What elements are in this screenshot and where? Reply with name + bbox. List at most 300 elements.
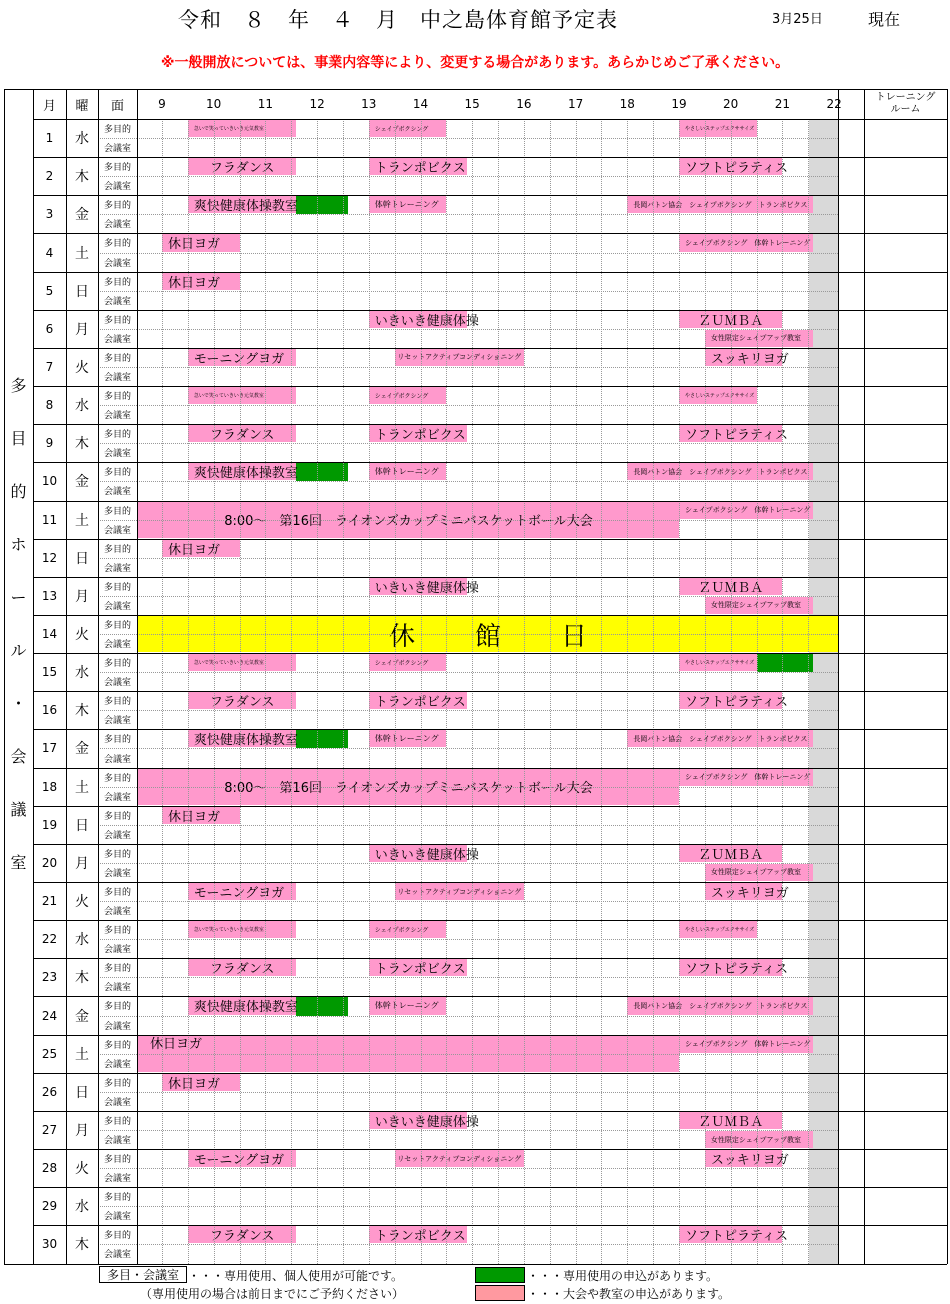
column-line xyxy=(838,89,839,1264)
event-label: モーニングヨガ xyxy=(193,351,285,367)
room-label: 多目的 xyxy=(103,315,131,326)
half-row-line xyxy=(98,1016,137,1017)
half-row-line xyxy=(137,1168,838,1169)
day-number: 9 xyxy=(45,436,54,451)
half-row-line xyxy=(137,558,838,559)
room-label: 会議室 xyxy=(103,1136,131,1146)
room-label: 多目的 xyxy=(103,735,131,746)
room-label: 会議室 xyxy=(103,907,131,918)
legend-line1: ・・・専用使用、個人使用が可能です。 xyxy=(188,1268,404,1283)
event-label: 爽快健康体操教室 xyxy=(193,733,298,749)
side-label-char: 室 xyxy=(10,852,27,872)
day-number: 22 xyxy=(41,932,58,947)
row-line xyxy=(33,1187,947,1188)
half-row-line xyxy=(137,1016,838,1017)
weekday: 火 xyxy=(75,359,89,376)
room-label: 会議室 xyxy=(103,144,131,155)
event-block xyxy=(627,730,813,747)
event-label: いきいき健康体操 xyxy=(374,847,479,863)
half-row-line xyxy=(137,1244,838,1245)
event-block xyxy=(188,883,297,900)
half-row-line xyxy=(137,329,838,330)
half-row-line xyxy=(98,596,137,597)
event-label: シェイプボクシング 体幹トレーニング xyxy=(685,506,811,515)
event-block xyxy=(679,769,813,786)
day-number: 27 xyxy=(41,1122,58,1137)
room-label: 会議室 xyxy=(103,868,131,879)
event-block xyxy=(369,158,467,175)
event-label: 休日ヨガ xyxy=(168,809,221,825)
event-block xyxy=(369,1226,467,1243)
event-label: ソフトピラティス xyxy=(685,428,788,444)
weekday: 木 xyxy=(75,970,89,987)
side-label-char: ル xyxy=(10,640,27,660)
event-block xyxy=(188,1226,297,1243)
room-label: 多目的 xyxy=(103,1002,131,1013)
row-line xyxy=(33,920,947,921)
half-row-line xyxy=(98,710,137,711)
row-line xyxy=(33,691,947,692)
room-label: 会議室 xyxy=(103,640,131,651)
event-label: フラダンス xyxy=(209,962,275,978)
room-label: 会議室 xyxy=(103,1174,131,1185)
room-label: 会議室 xyxy=(103,411,131,422)
event-label: 爽快健康体操教室 xyxy=(193,466,298,482)
weekday: 日 xyxy=(75,550,89,567)
event-block xyxy=(162,1074,240,1091)
room-label: 会議室 xyxy=(103,1059,131,1070)
event-block xyxy=(188,349,297,366)
weekday: 月 xyxy=(75,321,89,338)
event-label: リセットアクティブコンディショニング xyxy=(397,887,522,896)
column-line xyxy=(947,89,948,1264)
event-label: いきいき健康体操 xyxy=(374,580,479,596)
weekday: 月 xyxy=(75,855,89,872)
hour-label: 19 xyxy=(671,97,687,111)
weekday: 火 xyxy=(75,1161,89,1178)
event-block xyxy=(369,311,479,329)
event-block xyxy=(705,1131,814,1148)
row-line xyxy=(33,310,947,311)
room-label: 多目的 xyxy=(103,1155,131,1166)
row-line xyxy=(33,539,947,540)
side-label-char: ー xyxy=(10,587,27,607)
event-block xyxy=(679,387,757,404)
event-label: ソフトピラティス xyxy=(685,962,788,978)
event-label: 長岡バトン協会 シェイプボクシング トランポビクス xyxy=(633,734,808,743)
room-label: 多目的 xyxy=(103,125,131,136)
event-block xyxy=(705,864,814,881)
event-label: 体幹トレーニング xyxy=(374,467,439,477)
legend-line2: （専用使用の場合は前日までにご予約ください） xyxy=(140,1286,405,1301)
room-label: 多目的 xyxy=(103,506,131,517)
event-block xyxy=(705,883,789,902)
room-label: 多目的 xyxy=(103,811,131,822)
weekday: 月 xyxy=(75,1122,89,1139)
room-label: 多目的 xyxy=(103,163,131,174)
row-line xyxy=(33,157,947,158)
event-block xyxy=(369,120,447,137)
row-line xyxy=(33,1073,947,1074)
half-row-line xyxy=(98,138,137,139)
legend-pink-swatch xyxy=(475,1285,525,1301)
half-row-line xyxy=(137,863,838,864)
row-line xyxy=(33,653,947,654)
event-label: 体幹トレーニング xyxy=(374,734,439,744)
room-label: 多目的 xyxy=(103,659,131,670)
event-label: 女性限定シェイプアップ教室 xyxy=(710,1135,802,1144)
hour-label: 15 xyxy=(464,97,480,111)
row-line xyxy=(33,386,947,387)
day-number: 7 xyxy=(45,359,54,374)
half-row-line xyxy=(137,520,838,521)
weekday: 水 xyxy=(75,398,89,415)
half-row-line xyxy=(137,214,838,215)
half-row-line xyxy=(98,367,137,368)
half-row-line xyxy=(137,1092,838,1093)
event-block xyxy=(627,997,813,1014)
weekday: 金 xyxy=(75,1008,89,1025)
notice-text: ※一般開放については、事業内容等により、変更する場合があります。あらかじめご了承ください。 xyxy=(160,55,790,71)
event-block xyxy=(395,883,524,900)
row-line xyxy=(33,844,947,845)
day-number: 15 xyxy=(41,665,58,680)
room-label: 多目的 xyxy=(103,1116,131,1127)
event-block xyxy=(188,730,297,747)
weekday: 金 xyxy=(75,474,89,491)
hour-label: 16 xyxy=(516,97,532,111)
header-bottom-line xyxy=(33,119,947,120)
side-label-char: ホ xyxy=(10,534,27,554)
event-block xyxy=(162,540,240,557)
half-row-line xyxy=(98,1244,137,1245)
event-block xyxy=(369,921,447,938)
half-row-line xyxy=(98,329,137,330)
event-block xyxy=(705,349,789,367)
event-block xyxy=(705,330,814,347)
room-label: 多目的 xyxy=(103,1231,131,1242)
event-block xyxy=(679,921,757,938)
event-block xyxy=(369,463,447,480)
weekday: 日 xyxy=(75,1084,89,1101)
half-row-line xyxy=(98,1130,137,1131)
row-line xyxy=(33,233,947,234)
event-label: 8:00～ 第16回 ライオンズカップミニバスケットボール大会 xyxy=(224,514,593,530)
half-row-line xyxy=(98,558,137,559)
event-label: ソフトピラティス xyxy=(685,1229,788,1245)
side-label-char: 多 xyxy=(10,375,27,395)
event-label: やさしいステップエクササイズ xyxy=(685,126,755,133)
hour-label: 17 xyxy=(567,97,584,111)
event-label: いきいき健康体操 xyxy=(374,313,479,329)
weekday: 火 xyxy=(75,627,89,643)
room-label: 会議室 xyxy=(103,373,131,383)
event-label: ＺＵＭＢＡ xyxy=(698,580,764,596)
half-row-line xyxy=(137,291,838,292)
half-row-line xyxy=(137,977,838,978)
event-block xyxy=(162,273,240,290)
room-label: 多目的 xyxy=(103,468,131,479)
column-line xyxy=(98,89,99,1264)
hour-label: 21 xyxy=(774,97,791,111)
event-block xyxy=(369,1112,479,1130)
event-label: 女性限定シェイプアップ教室 xyxy=(710,601,802,610)
reserved-block xyxy=(296,196,348,214)
event-label: ＺＵＭＢＡ xyxy=(698,313,764,329)
weekday: 木 xyxy=(75,436,89,453)
half-row-line xyxy=(137,787,838,788)
event-label: やさしいステップエクササイズ xyxy=(685,393,755,400)
row-line xyxy=(33,195,947,196)
room-label: 多目的 xyxy=(103,201,131,212)
hour-label: 18 xyxy=(619,97,635,111)
room-label: 会議室 xyxy=(103,220,131,231)
event-block xyxy=(395,349,524,366)
room-label: 会議室 xyxy=(103,830,131,841)
event-label: シェイプボクシング 体幹トレーニング xyxy=(685,238,811,247)
room-label: 会議室 xyxy=(103,754,131,765)
event-label: 爽快健康体操教室 xyxy=(193,1000,298,1016)
half-row-line xyxy=(137,176,838,177)
event-label: トランポビクス xyxy=(374,962,466,978)
half-row-line xyxy=(98,1206,137,1207)
event-block xyxy=(679,502,813,519)
day-number: 16 xyxy=(41,703,58,718)
room-label: 会議室 xyxy=(103,258,131,269)
half-row-line xyxy=(137,405,838,406)
event-label: フラダンス xyxy=(209,428,275,444)
legend-green-text: ・・・専用使用の申込があります。 xyxy=(527,1268,719,1283)
event-label: シェイプボクシング xyxy=(374,393,429,401)
day-number: 17 xyxy=(41,741,58,756)
day-number: 2 xyxy=(45,169,54,184)
reserved-block xyxy=(296,463,348,481)
legend-green-swatch xyxy=(475,1267,525,1283)
event-label: 爽快健康体操教室 xyxy=(193,199,298,215)
weekday: 水 xyxy=(75,932,89,949)
event-label: 休日ヨガ xyxy=(168,275,221,291)
day-number: 1 xyxy=(45,131,54,146)
event-block xyxy=(395,1150,524,1167)
room-label: 多目的 xyxy=(103,353,131,364)
event-label: ソフトピラティス xyxy=(685,695,788,711)
column-header-room: 面 xyxy=(110,98,124,114)
half-row-line xyxy=(98,825,137,826)
room-label: 会議室 xyxy=(103,1212,131,1223)
day-number: 26 xyxy=(41,1084,58,1099)
event-block xyxy=(679,654,757,671)
event-block xyxy=(369,578,479,596)
day-number: 14 xyxy=(41,627,58,641)
row-line xyxy=(33,996,947,997)
row-line xyxy=(33,1035,947,1036)
event-block xyxy=(188,921,297,938)
event-block xyxy=(188,997,297,1014)
weekday: 日 xyxy=(75,283,89,300)
half-row-line xyxy=(137,634,838,635)
room-label: 会議室 xyxy=(103,449,131,460)
event-label: 長岡バトン協会 シェイプボクシング トランポビクス xyxy=(633,1001,808,1010)
row-line xyxy=(33,1225,947,1226)
event-label: トランポビクス xyxy=(374,161,466,177)
room-label: 多目的 xyxy=(103,773,131,784)
event-label: モーニングヨガ xyxy=(193,886,285,902)
room-label: 会議室 xyxy=(103,945,131,956)
event-label: 休日ヨガ xyxy=(150,1036,203,1052)
event-block xyxy=(162,234,240,251)
side-label-char: 会 xyxy=(10,746,27,766)
event-block xyxy=(369,425,467,442)
event-label: トランポビクス xyxy=(374,695,466,711)
event-block xyxy=(627,463,813,480)
event-label: やさしいステップエクササイズ xyxy=(685,660,755,667)
event-label: 8:00～ 第16回 ライオンズカップミニバスケットボール大会 xyxy=(224,781,593,797)
day-number: 25 xyxy=(41,1046,58,1061)
event-block xyxy=(705,1150,789,1169)
room-label: 会議室 xyxy=(103,1097,131,1108)
now-label: 現在 xyxy=(868,10,901,29)
event-block xyxy=(705,597,814,614)
event-label: スッキリヨガ xyxy=(710,1153,789,1169)
weekday: 土 xyxy=(75,245,89,262)
row-line xyxy=(33,958,947,959)
event-label: 体幹トレーニング xyxy=(374,1001,439,1011)
row-line xyxy=(33,462,947,463)
event-label: トランポビクス xyxy=(374,428,466,444)
room-label: 多目的 xyxy=(103,926,131,937)
closed-day-label: 休館日 xyxy=(388,621,647,652)
half-row-line xyxy=(137,710,838,711)
event-block xyxy=(369,654,447,671)
day-number: 5 xyxy=(45,283,54,298)
event-label: 休日ヨガ xyxy=(168,1076,221,1092)
hour-label: 14 xyxy=(412,97,429,111)
room-label: 多目的 xyxy=(103,239,131,250)
weekday: 木 xyxy=(75,1237,89,1254)
weekday: 水 xyxy=(75,131,89,148)
event-block xyxy=(369,196,447,213)
room-label: 多目的 xyxy=(103,964,131,975)
weekday: 水 xyxy=(75,1199,89,1216)
column-line xyxy=(4,89,5,1264)
day-number: 23 xyxy=(41,970,58,985)
event-label: ＺＵＭＢＡ xyxy=(698,1114,764,1130)
half-row-line xyxy=(98,939,137,940)
weekday: 土 xyxy=(75,779,89,796)
day-number: 4 xyxy=(45,245,54,260)
room-label: 多目的 xyxy=(103,1078,131,1089)
room-label: 多目的 xyxy=(103,544,131,555)
reserved-block xyxy=(296,730,348,748)
half-row-line xyxy=(137,443,838,444)
row-line xyxy=(33,424,947,425)
event-label: 急いで笑っていきいき元気教室 xyxy=(193,126,264,133)
event-label: 休日ヨガ xyxy=(168,237,221,253)
room-label: 会議室 xyxy=(103,983,131,994)
row-line xyxy=(33,501,947,502)
day-number: 29 xyxy=(41,1199,58,1214)
event-block xyxy=(369,845,479,863)
half-row-line xyxy=(137,939,838,940)
half-row-line xyxy=(98,214,137,215)
hour-label: 10 xyxy=(206,97,222,111)
column-line xyxy=(137,89,138,1264)
event-label: リセットアクティブコンディショニング xyxy=(397,1154,522,1163)
room-label: 多目的 xyxy=(103,620,131,631)
weekday: 日 xyxy=(75,817,89,834)
half-row-line xyxy=(137,481,838,482)
event-label: シェイプボクシング 体幹トレーニング xyxy=(685,773,811,782)
reserved-block xyxy=(296,997,348,1015)
hour-label: 11 xyxy=(257,97,274,111)
half-row-line xyxy=(98,405,137,406)
event-block xyxy=(369,692,467,709)
event-label: 長岡バトン協会 シェイプボクシング トランポビクス xyxy=(633,200,808,209)
weekday: 水 xyxy=(75,665,89,682)
event-block xyxy=(162,807,240,824)
event-block xyxy=(627,196,813,213)
row-line xyxy=(33,882,947,883)
legend-pink-text: ・・・大会や教室の申込があります。 xyxy=(527,1286,731,1301)
day-number: 11 xyxy=(41,512,58,527)
hour-label: 20 xyxy=(723,97,739,111)
event-block xyxy=(188,120,297,137)
room-label: 会議室 xyxy=(103,487,131,498)
day-number: 6 xyxy=(45,321,54,336)
event-block xyxy=(679,1036,813,1053)
room-label: 会議室 xyxy=(103,563,131,574)
day-number: 12 xyxy=(41,550,58,565)
half-row-line xyxy=(98,443,137,444)
row-line xyxy=(33,806,947,807)
room-label: 多目的 xyxy=(103,1193,131,1204)
half-row-line xyxy=(98,748,137,749)
half-row-line xyxy=(137,1206,838,1207)
event-label: 女性限定シェイプアップ教室 xyxy=(710,868,802,877)
day-number: 18 xyxy=(41,779,58,794)
event-label: 女性限定シェイプアップ教室 xyxy=(710,334,802,343)
event-label: いきいき健康体操 xyxy=(374,1114,479,1130)
event-label: フラダンス xyxy=(209,1229,275,1245)
day-number: 13 xyxy=(41,588,58,603)
row-line xyxy=(33,615,947,616)
room-label: 多目的 xyxy=(103,392,131,403)
weekday: 木 xyxy=(75,703,89,720)
event-label: フラダンス xyxy=(209,161,275,177)
event-block xyxy=(679,234,813,251)
reserved-block xyxy=(757,654,814,672)
event-label: 長岡バトン協会 シェイプボクシング トランポビクス xyxy=(633,467,808,476)
day-number: 19 xyxy=(41,817,58,832)
half-row-line xyxy=(137,901,838,902)
event-block xyxy=(188,425,297,442)
hour-label: 13 xyxy=(361,97,377,111)
room-label: 会議室 xyxy=(103,1250,131,1261)
half-row-line xyxy=(98,176,137,177)
half-row-line xyxy=(98,1054,137,1055)
day-number: 10 xyxy=(41,474,58,489)
day-number: 28 xyxy=(41,1161,58,1176)
room-label: 会議室 xyxy=(103,296,131,307)
event-block xyxy=(369,387,447,404)
event-label: 急いで笑っていきいき元気教室 xyxy=(193,660,264,667)
half-row-line xyxy=(98,672,137,673)
side-label-char: 議 xyxy=(10,799,27,819)
event-block xyxy=(369,959,467,976)
event-label: ＺＵＭＢＡ xyxy=(698,847,764,863)
event-label: フラダンス xyxy=(209,695,275,711)
event-label: やさしいステップエクササイズ xyxy=(685,927,755,934)
